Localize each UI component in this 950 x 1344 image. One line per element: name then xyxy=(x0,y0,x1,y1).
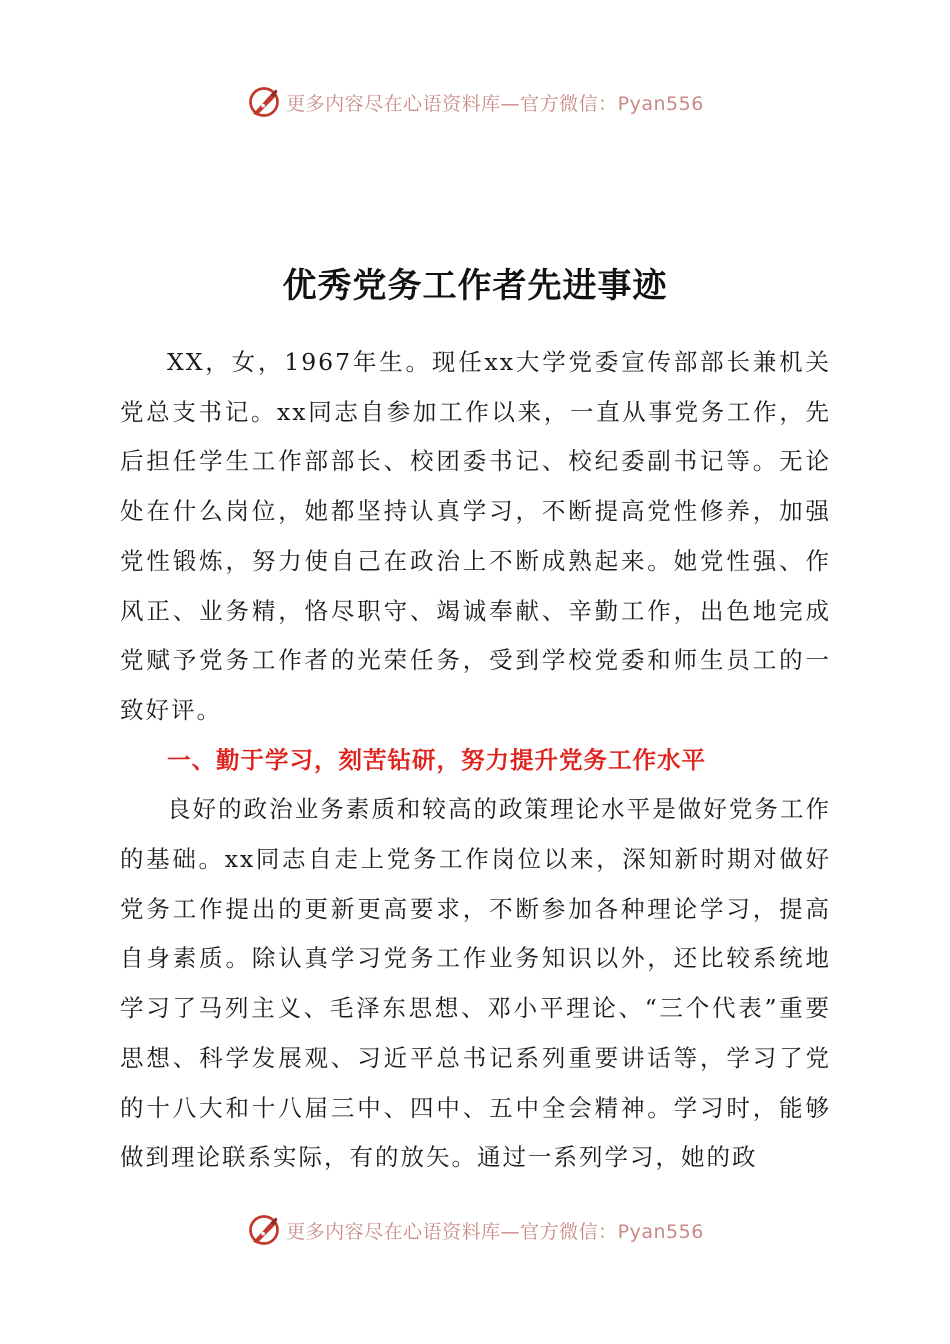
pen-nib-logo-icon xyxy=(246,1212,282,1248)
header-watermark xyxy=(0,82,950,122)
watermark-text: 更多内容尽在心语资料库—官方微信：Pyan556 xyxy=(286,92,704,115)
section-heading: 一、勤于学习，刻苦钻研，努力提升党务工作水平 xyxy=(167,745,706,774)
pen-nib-logo-icon xyxy=(246,84,282,120)
document-body xyxy=(120,338,831,1183)
watermark-text: 更多内容尽在心语资料库—官方微信：Pyan556 xyxy=(286,1220,704,1243)
document-title: 优秀党务工作者先进事迹 xyxy=(282,266,668,306)
intro-paragraph: XX，女，1967年生。现任xx大学党委宣传部部长兼机关党总支书记。xx同志自参加工作以来，一直从事党务工作，先后担任学生工作部部长、校团委书记、校纪委副书记等。无论处在什么岗位，她都坚持认真学习，不断提高党性修养，加强党性锻炼，努力使自己在政治上不断成熟起来。她党性强、作风正、业务精，恪尽职守、竭诚奉献、辛勤工作，出色地完成党赋予党务工作者的光荣任务，受到学校党委和师生员工的一致好评。 xyxy=(120,348,831,724)
section-paragraph: 良好的政治业务素质和较高的政策理论水平是做好党务工作的基础。xx同志自走上党务工作岗位以来，深知新时期对做好党务工作提出的更新更高要求，不断参加各种理论学习，提高自身素质。除认真学习党务工作业务知识以外，还比较系统地学习了马列主义、毛泽东思想、邓小平理论、“三个代表”重要思想、科学发展观、习近平总书记系列重要讲话等，学习了党的十八大和十八届三中、四中、五中全会精神。学习时，能够做到理论联系实际，有的放矢。通过一系列学习，她的政 xyxy=(120,795,831,1172)
footer-watermark xyxy=(0,1210,950,1250)
